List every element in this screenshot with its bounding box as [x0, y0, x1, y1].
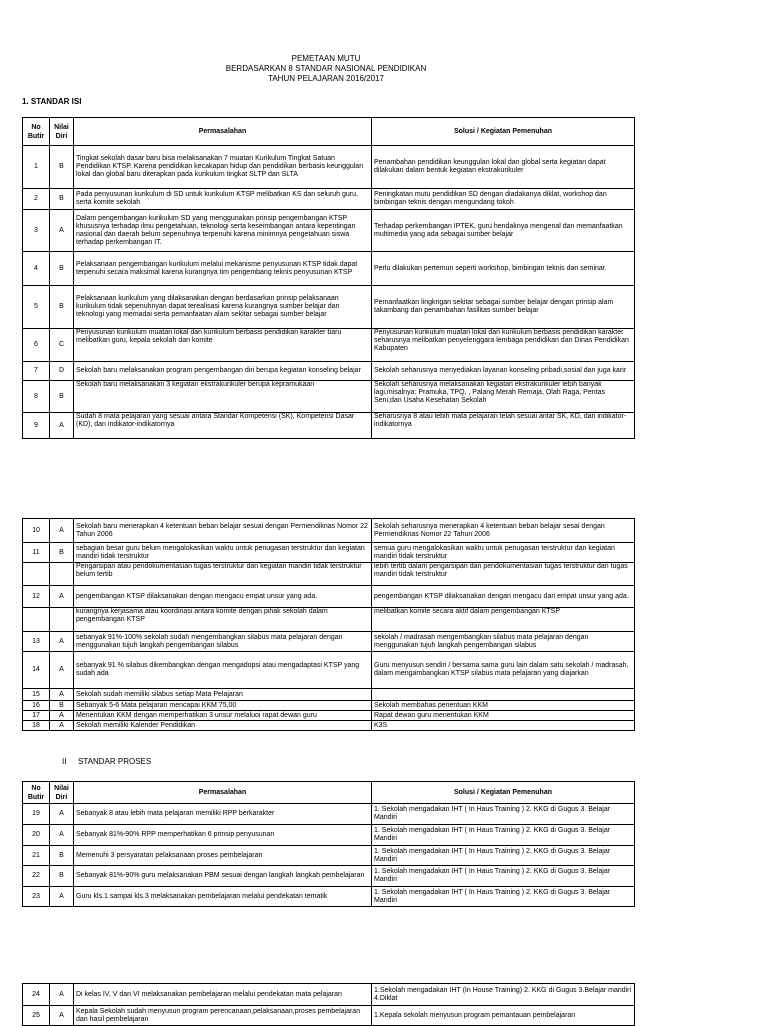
row-score: B	[50, 381, 74, 413]
row-problem: Dalam pengembangan kurikulum SD yang menggunakan prinsip pengembangan KTSP khususnya terhadap ilmu pengetahuan, teknologi serta keseimbangan antara kepentingan nasional dan daerah belum sepenuhnya terpenuhi karena minimnya pengetahuan siswa terhadap perkembangan IT.	[74, 210, 372, 252]
table-row	[23, 887, 635, 907]
doc-title-line-1: PEMETAAN MUTU	[291, 54, 361, 63]
table-row	[23, 586, 635, 608]
row-problem: Kepala Sekolah sudah menyusun program perencanaan,pelaksanaan,proses pembelajaran dan hasil pembelajaran	[74, 1006, 372, 1026]
table-standar-isi-continued	[22, 518, 635, 731]
row-solution: K3S	[372, 721, 635, 731]
row-number	[23, 608, 50, 632]
row-number: 22	[23, 866, 50, 887]
row-number: 13	[23, 632, 50, 652]
row-number: 20	[23, 825, 50, 846]
row-score: A	[50, 825, 74, 846]
row-score: A	[50, 711, 74, 721]
col-header-nilai: Nilai Diri	[50, 782, 74, 804]
row-score: A	[50, 210, 74, 252]
row-solution: 1. Sekolah mengadakan IHT ( In Haus Training ) 2. KKG di Gugus 3. Belajar Mandiri	[372, 825, 635, 846]
row-number: 6	[23, 329, 50, 362]
table-row	[23, 286, 635, 329]
row-score: A	[50, 721, 74, 731]
row-number: 19	[23, 804, 50, 825]
table-row	[23, 721, 635, 731]
row-number: 16	[23, 701, 50, 711]
row-score: C	[50, 329, 74, 362]
row-solution: Sekolah seharusnya menerapkan 4 ketentuan beban belajar sesai dengan Permendiknas Nomor 22 Tahun 2006	[372, 519, 635, 543]
table-row	[23, 701, 635, 711]
table-standar-isi	[22, 117, 635, 439]
table-row	[23, 543, 635, 563]
table-body	[23, 804, 635, 907]
row-number: 15	[23, 689, 50, 701]
row-number: 14	[23, 652, 50, 689]
row-solution: 1.Sekolah mengadakan IHT (In House Training) 2. KKG di Gugus 3.Belajar mandiri 4.Diklat	[372, 984, 635, 1006]
row-number	[23, 563, 50, 586]
row-problem: sebagian besar guru belum mengalokasikan waktu untuk penugasan terstruktur dan kegiatan mandiri tidak terstruktur	[74, 543, 372, 563]
row-number: 11	[23, 543, 50, 563]
table-standar-proses-continued	[22, 983, 635, 1026]
table-row	[23, 984, 635, 1006]
table-header-row	[23, 782, 635, 804]
table-row	[23, 632, 635, 652]
row-score: B	[50, 543, 74, 563]
row-problem: Tingkat sekolah dasar baru bisa melaksanakan 7 muatan Kurikulum Tingkat Satuan Pendidikan KTSP. Karena pendidikan kecakapan hidup dan pendidikan berbasis keunggulan lokal dan global baru diterapkan pada kurikulum tingkat SLTP dan SLTA	[74, 146, 372, 189]
row-score: A	[50, 887, 74, 907]
table-header-row	[23, 118, 635, 146]
row-problem: Penyusunan kurikulum muatan lokal dan kurikulum berbasis pendidikan karakter baru melibatkan guru, kepala sekolah dan komite	[74, 329, 372, 362]
row-problem: Sekolah memiliki Kalender Pendidikan	[74, 721, 372, 731]
table-row	[23, 189, 635, 210]
row-solution: Seharusnya 8 atau lebih mata pelajaran telah sesuai antar SK, KD, dan indikator-indikatornya	[372, 413, 635, 439]
table-body	[23, 984, 635, 1026]
col-header-solusi: Solusi / Kegiatan Pemenuhan	[372, 782, 635, 804]
row-solution: Rapat dewan guru menentukan KKM	[372, 711, 635, 721]
row-number: 3	[23, 210, 50, 252]
row-score: B	[50, 286, 74, 329]
row-score: A	[50, 413, 74, 439]
table-row	[23, 381, 635, 413]
row-solution: Penambahan pendidikan keunggulan lokal dan global serta kegiatan dapat dilakukan dalam bentuk kegiatan ekstrakurikuler	[372, 146, 635, 189]
row-score: A	[50, 586, 74, 608]
row-solution: 1. Sekolah mengadakan IHT ( In Haus Training ) 2. KKG di Gugus 3. Belajar Mandiri	[372, 846, 635, 866]
col-header-no: No Butir	[23, 118, 50, 146]
table-row	[23, 804, 635, 825]
table-row	[23, 652, 635, 689]
row-problem: Sekolah baru menerapkan 4 ketentuan beban belajar sesuai dengan Permendiknas Nomor 22 Tahun 2006	[74, 519, 372, 543]
row-number: 4	[23, 252, 50, 286]
row-problem: Pelaksanaan kurikulum yang dilaksanakan dengan berdasarkan prinsip pelaksanaan kurikulum tidak sepenuhnyan dapat terealisasi karena kurangnya sumber belajar dan teknologi yang memadai serta pemanfaatan alam sekitar sebagai sumber belajar	[74, 286, 372, 329]
row-problem: Sudah 8 mata pelajaran yang sesuai antara Standar Kompetensi (SK), Kompetensi Dasar (KD), dan indikator-indikatornya	[74, 413, 372, 439]
table-row	[23, 608, 635, 632]
row-score: B	[50, 701, 74, 711]
table-row	[23, 252, 635, 286]
table-row	[23, 689, 635, 701]
row-solution: lebih tertib dalam pengarsipan dan pendokumentasian tugas terstruktur dan tugas mandiri tidak terstruktur	[372, 563, 635, 586]
row-number: 21	[23, 846, 50, 866]
row-score: B	[50, 189, 74, 210]
row-score	[50, 608, 74, 632]
row-score: A	[50, 652, 74, 689]
row-problem: Pengarsipan atau pendokumentasian tugas terstruktur dan kegiatan mandiri tidak terstruktur belum tertib	[74, 563, 372, 586]
row-solution: 1.Kepala sekolah menyusun program pemantauan pembelajaran	[372, 1006, 635, 1026]
col-header-masalah: Permasalahan	[74, 782, 372, 804]
row-score: B	[50, 146, 74, 189]
row-score: A	[50, 984, 74, 1006]
col-header-nilai: Nilai Diri	[50, 118, 74, 146]
row-problem: kurangnya kerjasama atau koordinasi antara komite dengan pihak sekolah dalam pengembangan KTSP	[74, 608, 372, 632]
table-row	[23, 825, 635, 846]
table-row	[23, 413, 635, 439]
row-solution: 1. Sekolah mengadakan IHT ( In Haus Training ) 2. KKG di Gugus 3. Belajar Mandiri	[372, 804, 635, 825]
row-problem: Sebanyak 81%-90% guru melaksanakan PBM sesuai dengan langkah langkah pembelajaran	[74, 866, 372, 887]
row-problem: Guru kls.1 sampai kls.3 melaksanakan pembelajaran melalui pendekatan tematik	[74, 887, 372, 907]
row-problem: sebanyak 91%-100% sekolah sudah mengembangkan silabus mata pelajaran dengan menggunakan tujuh langkah pengembangan silabus	[74, 632, 372, 652]
row-number: 1	[23, 146, 50, 189]
row-solution: Pemanfaatkan lingkngan sekitar sebagai sumber belajar dengan prinsip alam takambang dan penambahan fasilitas sumber belajar	[372, 286, 635, 329]
table-row	[23, 519, 635, 543]
row-solution: Sekolah seharusnya melaksanakan kegiatan ekstrakurikuler lebih banyak lagi,misalnya: Pramuka, TPQ, , Palang Merah Remaja, Olah Raga, Pentas Seni,dan Usaha Kesehatan Sekolah	[372, 381, 635, 413]
row-score: B	[50, 252, 74, 286]
row-solution: Terhadap perkembangan IPTEK, guru hendaknya mengenal dan memanfaatkan multimedia yang ada sebagai sumber belajar	[372, 210, 635, 252]
row-score	[50, 563, 74, 586]
row-solution: sekolah / madrasah mengembangkan silabus mata pelajaran dengan menggunakan tujuh langkah pengembangan silabus	[372, 632, 635, 652]
row-solution: pengembangan KTSP dilaksanakan dengan mengacu dari empat unsur yang ada.	[372, 586, 635, 608]
row-score: A	[50, 804, 74, 825]
row-number: 12	[23, 586, 50, 608]
row-problem: Memenuhi 3 persyaratan pelaksanaan proses pembelajaran	[74, 846, 372, 866]
row-number: 23	[23, 887, 50, 907]
row-problem: Sebanyak 81%-90% RPP memperhatikan 6 prinsip penyusunan	[74, 825, 372, 846]
row-number: 10	[23, 519, 50, 543]
col-header-solusi: Solusi / Kegiatan Pemenuhan	[372, 118, 635, 146]
row-problem: sebanyak 91 % silabus dikembangkan dengan mengadopsi atau mengadaptasi KTSP yang sudah ada	[74, 652, 372, 689]
row-score: A	[50, 1006, 74, 1026]
row-solution: melibatkan komite secara aktif dalam pengembangan KTSP	[372, 608, 635, 632]
table-row	[23, 866, 635, 887]
row-problem: Sebanyak 5-6 Mata pelajaran mencapai KKM 75,00	[74, 701, 372, 711]
doc-title-line-2: BERDASARKAN 8 STANDAR NASIONAL PENDIDIKAN	[225, 64, 427, 73]
row-number: 7	[23, 362, 50, 381]
row-problem: Sekolah baru melaksanakan 3 kegiatan ekstrakurikuler berupa kepramukaan	[74, 381, 372, 413]
row-problem: Di kelas IV, V dan VI melaksanakan pembelajaran melalui pendekatan mata pelajaran	[74, 984, 372, 1006]
section-2-numeral: II	[62, 757, 67, 766]
row-number: 2	[23, 189, 50, 210]
row-score: D	[50, 362, 74, 381]
row-problem: Pada penyusunan kurikulum di SD untuk kurikulum KTSP melibatkan KS dan seluruh guru, serta komite sekolah	[74, 189, 372, 210]
col-header-no: No Butir	[23, 782, 50, 804]
table-row	[23, 711, 635, 721]
row-number: 8	[23, 381, 50, 413]
row-solution: semua guru mengalokasikan waktu untuk penugasan terstruktur dan kegiatan mandiri tidak terstruktur	[372, 543, 635, 563]
table-row	[23, 846, 635, 866]
row-solution: Sekolah seharusnya menyediakan layanan konseling pribadi,sosial dan juga karir	[372, 362, 635, 381]
row-score: B	[50, 866, 74, 887]
row-problem: Sekolah baru melaksanakan program pengembangan diri berupa kegiatan konseling belajar	[74, 362, 372, 381]
row-number: 24	[23, 984, 50, 1006]
row-problem: Pelaksanaan pengembangan kurikulum melalui mekanisme penyusunan KTSP tidak dapat terpenuhi secara maksimal karena kurangnya tim pengembang teknis penyusunan KTSP	[74, 252, 372, 286]
row-solution: Guru menyusun sendiri / bersama sama guru lain dalam satu sekolah / madrasah, dalam mengambangkan KTSP silabus mata pelajaran yang diajarkan	[372, 652, 635, 689]
row-number: 17	[23, 711, 50, 721]
row-solution	[372, 689, 635, 701]
row-solution: 1. Sekolah mengadakan IHT ( In Haus Training ) 2. KKG di Gugus 3. Belajar Mandiri	[372, 887, 635, 907]
row-number: 9	[23, 413, 50, 439]
row-problem: Menentukan KKM dengan memperhatikan 3 unsur melaluoi rapat dewan guru	[74, 711, 372, 721]
col-header-masalah: Permasalahan	[74, 118, 372, 146]
row-problem: Sebanyak 8 atau lebih mata pelajaran memiliki RPP berkarakter	[74, 804, 372, 825]
row-solution: 1. Sekolah mengadakan IHT ( In Haus Training ) 2. KKG di Gugus 3. Belajar Mandiri	[372, 866, 635, 887]
section-1-title: 1. STANDAR ISI	[22, 97, 82, 106]
table-body	[23, 146, 635, 439]
section-2-title: STANDAR PROSES	[78, 757, 152, 766]
row-number: 25	[23, 1006, 50, 1026]
table-row	[23, 1006, 635, 1026]
doc-title-line-3: TAHUN PELAJARAN 2016/2017	[268, 74, 384, 83]
row-solution: Perlu dilakukan pertemun seperti workshop, bimbingan teknis dan seminar.	[372, 252, 635, 286]
row-number: 5	[23, 286, 50, 329]
row-solution: Peningkatan mutu pendidikan SD dengan diadakanya diklat, workshop dan bimbingan teknis dengan mengundang tokoh	[372, 189, 635, 210]
row-solution: Sekolah membahas penentuan KKM	[372, 701, 635, 711]
row-problem: pengembangan KTSP dilaksanakan dengan mengacu empat unsur yang ada.	[74, 586, 372, 608]
table-row	[23, 146, 635, 189]
row-score: A	[50, 689, 74, 701]
row-solution: Penyusunan kurikulum muatan lokal dan kurikulum berbasis pendidikan karakter seharusnya melibatkan penyelenggara lembaga pendidikan dan Dinas Pendidikan Kabupaten	[372, 329, 635, 362]
table-row	[23, 362, 635, 381]
table-standar-proses	[22, 781, 635, 907]
table-row	[23, 563, 635, 586]
table-row	[23, 329, 635, 362]
row-score: A	[50, 632, 74, 652]
row-score: A	[50, 519, 74, 543]
row-number: 18	[23, 721, 50, 731]
table-body	[23, 519, 635, 731]
table-row	[23, 210, 635, 252]
row-problem: Sekolah sudah memiliki silabus setiap Mata Pelajaran	[74, 689, 372, 701]
row-score: B	[50, 846, 74, 866]
